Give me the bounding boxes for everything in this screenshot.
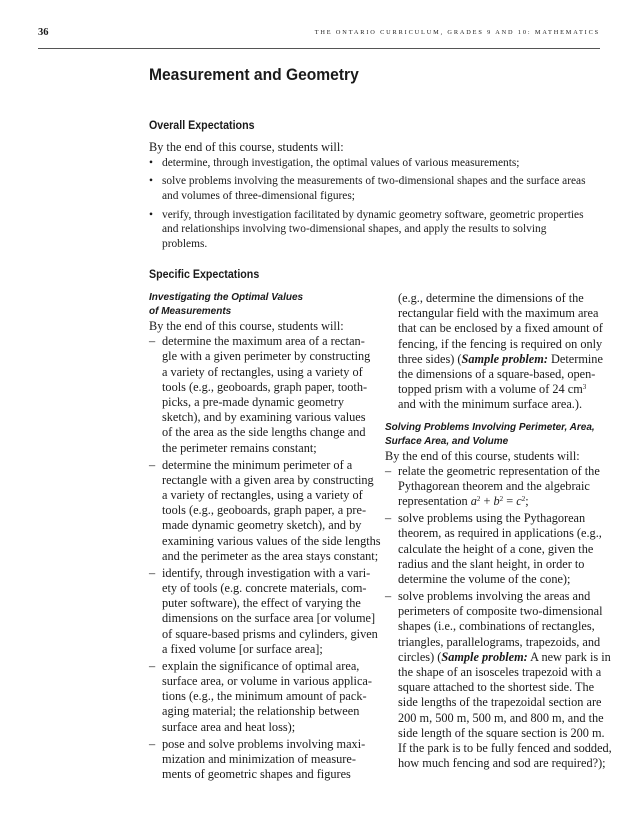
bullet-mark: • [149,208,153,221]
text-line: surface area, or volume in various applica- [162,674,372,689]
overall-item [149,156,601,171]
bullet-mark: • [149,175,153,188]
text-line: If the park is to be fully fenced and sodded, [398,741,612,756]
page-number: 36 [38,27,49,38]
text-line: rectangular field with the maximum area [398,306,599,321]
text-line: and with the minimum surface area.). [398,397,583,412]
sample-problem-label: Sample problem: [441,649,528,664]
right-intro: By the end of this course, students will: [385,448,580,463]
header-rule [38,48,600,49]
text-line: side length of the square section is 200 m. [398,725,605,740]
specific-expectations-heading: Specific Expectations [149,268,260,281]
text-fragment: circles) ( [398,649,442,664]
text-line: ments of geometric shapes and figures [162,767,351,782]
text-line: (e.g., determine the dimensions of the [398,291,584,305]
text-line: of square-based prisms and cylinders, given [162,626,378,641]
bullet-mark: • [149,157,153,169]
text-line: surface area and heat loss); [162,719,296,734]
overall-item [149,208,601,252]
text-line [398,352,601,367]
formula-equals: = [503,494,517,509]
text-line: tions (e.g., the minimum amount of pack- [162,689,367,704]
text-line: pose and solve problems involving maxi- [162,736,366,751]
left-expectations-list [149,334,381,782]
text-line: the perimeter remains constant; [162,440,317,455]
text-line: the dimensions of a square-based, open- [398,367,596,382]
text-line: tools (e.g., geoboards, graph paper, tooth- [162,379,368,394]
overall-expectations-heading: Overall Expectations [149,119,255,132]
dash-mark: – [149,334,156,349]
text-line: explain the significance of optimal area, [162,658,360,673]
text-fragment: representation [398,494,471,509]
text-line: aging material; the relationship between [162,704,360,719]
expectation-item [149,565,378,657]
text-line: determine the volume of the cone); [398,572,571,587]
text-line: theorem, as required in applications (e.g., [398,526,602,541]
superscript: 2 [476,495,481,504]
text-line: how much fencing and sod are required?); [398,756,606,771]
dash-mark: – [149,565,156,580]
text-line: solve problems involving the areas and [398,589,591,604]
text-line: perimeters of composite two-dimensional [398,604,603,619]
overall-item [149,174,601,204]
formula-b: b [493,494,500,509]
text-line: tools (e.g., geoboards, graph paper, a pre- [162,503,367,518]
text-line: identify, through investigation with a vari- [162,565,371,580]
dash-mark: – [149,658,156,673]
text-line: a fixed volume [or surface area]; [162,641,323,656]
running-head: THE ONTARIO CURRICULUM, GRADES 9 AND 10: MATHEMATICS [314,29,600,36]
text-line: a variety of rectangles, using a variety of [162,364,363,379]
text-line: solve problems using the Pythagorean [398,511,586,526]
expectation-item [149,334,371,456]
text-line: and relationships involving two-dimensional shapes, and apply the results to solving [162,223,547,236]
text-fragment: Determine [547,351,603,366]
dash-mark: – [149,457,156,472]
left-intro: By the end of this course, students will: [149,319,344,333]
text-line: dimensions on the surface area [or volume] [162,611,376,626]
left-column [149,291,381,784]
dash-mark: – [385,589,392,604]
subheading-line: Surface Area, and Volume [385,435,509,447]
text-line: and volumes of three-dimensional figures; [162,190,355,203]
dash-mark: – [385,511,392,526]
superscript: 2 [521,495,526,504]
text-line: ety of tools (e.g. concrete materials, com- [162,581,367,596]
text-line: sketch), and by examining various values [162,410,366,425]
expectation-item [149,736,366,783]
right-expectations-list [385,463,612,772]
expectation-item [385,464,601,510]
expectation-item [149,658,372,735]
text-line: side lengths of the trapezoidal section are [398,695,602,710]
text-fragment: three sides) ( [398,351,462,366]
overall-intro: By the end of this course, students will: [149,140,344,154]
text-line [398,382,601,397]
text-line: verify, through investigation facilitated by dynamic geometry software, geometric properties [162,208,584,221]
text-line: determine the minimum perimeter of a [162,457,353,472]
text-line: that can be enclosed by a fixed amount of [398,321,603,336]
text-line: picks, a pre-made dynamic geometry [162,395,344,410]
text-line: radius and the slant height, in order to [398,556,585,571]
text-line: problems. [162,238,208,251]
text-line [398,649,611,665]
expectation-item [149,457,381,564]
text-line: puter software), the effect of varying the [162,596,361,611]
text-fragment: ; [525,494,529,509]
text-line: rectangle with a given area by constructing [162,472,374,487]
text-line: shapes (i.e., combinations of rectangles, [398,619,595,634]
text-line: examining various values of the side lengths [162,533,381,548]
text-line: relate the geometric representation of the [398,463,600,478]
continued-expectation [385,291,601,413]
text-line: of the area as the side lengths change and [162,425,366,440]
expectation-item [385,589,612,771]
text-line: and the perimeter as the area stays constant; [162,548,379,563]
dash-mark: – [385,463,392,478]
text-line: mization and minimization of measure- [162,751,356,766]
text-line: Pythagorean theorem and the algebraic [398,479,590,494]
text-fragment: A new park is in [527,649,611,664]
section-title: Measurement and Geometry [149,65,359,84]
text-line: made dynamic geometry sketch), and by [162,518,362,533]
formula-c: c [516,494,522,509]
text-line: fencing, if the fencing is required on only [398,336,603,351]
superscript: 3 [582,383,587,392]
subheading-line: Investigating the Optimal Values [149,292,304,303]
text-line: determine, through investigation, the optimal values of various measurements; [162,157,520,169]
formula-a: a [470,494,477,509]
superscript: 2 [499,495,504,504]
formula-line [398,494,601,509]
text-fragment: topped prism with a volume of 24 cm [398,382,583,397]
dash-mark: – [149,736,156,751]
text-line: a variety of rectangles, using a variety of [162,488,363,503]
subheading-line: Solving Problems Involving Perimeter, Area, [385,421,595,433]
text-line: the shape of an isosceles trapezoid with a [398,665,602,680]
overall-expectations-list [149,156,601,256]
formula-plus: + [480,494,494,509]
sample-problem-label: Sample problem: [461,351,548,366]
text-line: calculate the height of a cone, given the [398,541,594,556]
text-line: 200 m, 500 m, 500 m, and 800 m, and the [398,710,604,725]
right-column [385,291,612,773]
subheading-line: of Measurements [149,306,232,317]
text-line: square attached to the shortest side. The [398,680,595,695]
text-line: triangles, parallelograms, trapezoids, and [398,634,601,649]
expectation-item [385,511,601,587]
text-line: determine the maximum area of a rectan- [162,334,365,349]
text-line: gle with a given perimeter by constructing [162,349,371,364]
text-line: solve problems involving the measurements of two-dimensional shapes and the surface areas [162,175,586,188]
